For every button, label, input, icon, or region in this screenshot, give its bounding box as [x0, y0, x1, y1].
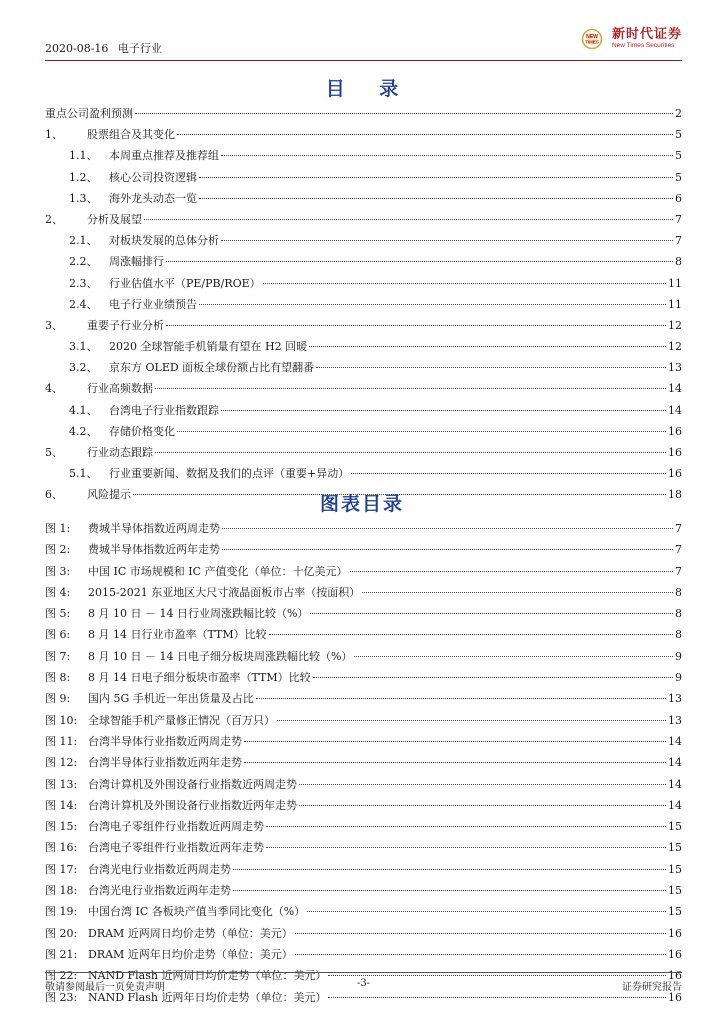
dot-leader [269, 634, 673, 635]
dot-leader [221, 155, 673, 156]
figure-entry-title: 费城半导体指数近两周走势 [88, 522, 220, 535]
figure-entry-number: 图 8: [45, 671, 71, 685]
toc-entry-title: 行业高频数据 [87, 382, 153, 396]
figure-entry[interactable] [45, 903, 682, 924]
figure-entry-page: 13 [668, 713, 682, 727]
dot-leader [155, 452, 666, 453]
figure-entry-number: 图 23: [45, 990, 78, 1004]
figure-entry-title: 费城半导体指数近两年走势 [88, 543, 220, 557]
toc-entry-number: 2、 [45, 212, 63, 226]
dot-leader [295, 933, 666, 934]
figure-entry-title: 台湾光电行业指数近两年走势 [88, 884, 231, 898]
dot-leader [233, 890, 666, 891]
figure-entry[interactable] [45, 690, 682, 711]
figure-entry-title: DRAM 近两年日均价走势（单位：美元） [88, 947, 293, 961]
toc-entry-title: 重要子行业分析 [87, 318, 164, 332]
toc-entry[interactable] [45, 253, 682, 274]
figure-entry-title: NAND Flash 近两周日均价走势（单位：美元） [88, 969, 327, 983]
figure-entry[interactable] [45, 648, 682, 669]
figure-entry-number: 图 7: [45, 649, 71, 663]
toc-entry-number: 4.2、 [69, 424, 98, 438]
figure-entry-number: 图 18: [45, 884, 78, 898]
dot-leader [244, 741, 666, 742]
figure-entry-page: 15 [668, 862, 682, 876]
figure-entry-page: 8 [675, 628, 682, 642]
toc-entry-page: 5 [675, 170, 682, 184]
table-of-contents [45, 105, 682, 508]
figure-entry-number: 图 16: [45, 841, 78, 855]
dot-leader [221, 410, 666, 411]
dot-leader [354, 656, 673, 657]
figure-entry-page: 16 [668, 969, 682, 983]
figure-entry-title: NAND Flash 近两年日均价走势（单位：美元） [88, 990, 327, 1004]
figure-entry-number: 图 12: [45, 756, 78, 770]
figure-entry-number: 图 10: [45, 713, 78, 727]
figure-entry-title: DRAM 近两周日均价走势（单位：美元） [88, 926, 293, 940]
toc-entry-number: 1、 [45, 128, 63, 142]
toc-entry-title: 周涨幅排行 [109, 255, 164, 269]
figure-entry-page: 9 [675, 671, 682, 685]
figure-entry[interactable] [45, 946, 682, 967]
figure-entry-page: 14 [668, 798, 682, 812]
toc-entry-title: 重点公司盈利预测 [45, 107, 133, 120]
toc-entry-number: 3.2、 [69, 361, 98, 375]
toc-entry[interactable] [45, 359, 682, 380]
toc-entry-number: 6、 [45, 488, 63, 502]
figure-entry-page: 9 [675, 649, 682, 663]
toc-entry-title: 行业重要新闻、数据及我们的点评（重要+异动） [109, 467, 350, 481]
figure-entry-page: 16 [668, 947, 682, 961]
figure-entry[interactable] [45, 712, 682, 733]
dot-leader [244, 762, 666, 763]
figure-entry[interactable] [45, 605, 682, 626]
toc-entry[interactable] [45, 105, 682, 126]
figure-entry-number: 图 5: [45, 607, 71, 621]
toc-entry-page: 18 [668, 488, 682, 502]
figure-entry-number: 图 11: [45, 734, 78, 748]
toc-entry-page: 5 [675, 149, 682, 163]
figure-entry-title: 台湾光电行业指数近两周走势 [88, 862, 231, 876]
toc-entry-title: 核心公司投资逻辑 [109, 170, 197, 184]
toc-entry-number: 4、 [45, 382, 63, 396]
toc-entry-page: 11 [668, 297, 682, 311]
figure-entry-title: 台湾半导体行业指数近两年走势 [88, 756, 242, 770]
toc-entry-title: 分析及展望 [87, 212, 142, 226]
toc-title: 目 录 [325, 78, 413, 100]
figure-entry-page: 7 [675, 543, 682, 557]
dot-leader [316, 367, 666, 368]
figure-entry-title: 8 月 10 日 － 14 日电子细分板块周涨跌幅比较（%） [88, 649, 353, 663]
figure-entry-number: 图 1: [45, 522, 71, 535]
page-header [45, 28, 682, 61]
toc-entry-number: 3.1、 [69, 340, 98, 354]
toc-entry-page: 5 [675, 128, 682, 142]
figure-entry-page: 7 [675, 522, 682, 535]
figure-entry-title: 国内 5G 手机近一年出货量及占比 [88, 692, 254, 706]
toc-entry-page: 12 [668, 318, 682, 332]
toc-entry-page: 2 [675, 107, 682, 120]
toc-entry[interactable] [45, 296, 682, 317]
dot-leader [166, 261, 673, 262]
toc-entry[interactable] [45, 317, 682, 338]
figure-entry-number: 图 22: [45, 969, 78, 983]
dot-leader [144, 219, 673, 220]
figure-entry-number: 图 9: [45, 692, 71, 706]
toc-entry-number: 3、 [45, 318, 63, 332]
toc-entry-number: 2.2、 [69, 255, 98, 269]
toc-entry-title: 京东方 OLED 面板全球份额占比有望翻番 [109, 361, 315, 375]
dot-leader [328, 997, 666, 998]
figure-entry-title: 全球智能手机产量修正情况（百万只） [88, 713, 275, 727]
figure-entry[interactable] [45, 797, 682, 818]
toc-entry-page: 16 [668, 467, 682, 481]
figure-entry-title: 台湾半导体行业指数近两周走势 [88, 734, 242, 748]
toc-entry-title: 2020 全球智能手机销量有望在 H2 回暖 [109, 340, 308, 354]
toc-entry-title: 行业动态跟踪 [87, 446, 153, 459]
toc-entry-page: 7 [675, 234, 682, 248]
logo-cn: 新时代证券 [611, 27, 682, 43]
figure-entry-title: 中国 IC 市场规模和 IC 产值变化（单位：十亿美元） [88, 564, 348, 578]
disclaimer-note: 敬请参阅最后一页免责声明 [45, 982, 165, 993]
figure-entry-number: 图 21: [45, 947, 78, 961]
report-type: 证券研究报告 [622, 982, 682, 993]
dot-leader [222, 549, 673, 550]
logo-text [612, 28, 682, 50]
figure-entry-number: 图 14: [45, 798, 78, 812]
dot-leader [177, 431, 666, 432]
figure-entry-page: 8 [675, 585, 682, 599]
toc-entry-title: 电子行业业绩预告 [109, 297, 197, 311]
figure-entry-page: 8 [675, 607, 682, 621]
toc-entry-title: 本周重点推荐及推荐组 [109, 149, 219, 163]
page-footer [45, 972, 682, 993]
figure-entry[interactable] [45, 839, 682, 860]
svg-text:NEW: NEW [586, 34, 598, 40]
dot-leader [221, 240, 673, 241]
figure-entry-page: 15 [668, 841, 682, 855]
toc-entry-number: 2.1、 [69, 234, 98, 248]
toc-entry-number: 5、 [45, 446, 63, 459]
toc-entry[interactable] [45, 465, 682, 486]
dot-leader [295, 954, 666, 955]
toc-entry-number: 2.4、 [69, 297, 98, 311]
figure-entry-page: 16 [668, 926, 682, 940]
figure-entry-title: 台湾电子零组件行业指数近两周走势 [88, 820, 264, 834]
logo-mark-icon [575, 28, 609, 50]
figure-entry[interactable] [45, 861, 682, 882]
figure-entry-page: 14 [668, 734, 682, 748]
figure-entry-number: 图 6: [45, 628, 71, 642]
toc-entry-title: 风险提示 [87, 488, 131, 502]
toc-entry[interactable] [45, 275, 682, 296]
figure-entry-page: 15 [668, 905, 682, 919]
figure-entry[interactable] [45, 626, 682, 647]
figure-entry-title: 8 月 14 日行业市盈率（TTM）比较 [88, 628, 267, 642]
figure-entry[interactable] [45, 563, 682, 584]
figure-entry-page: 13 [668, 692, 682, 706]
toc-entry-title: 股票组合及其变化 [87, 128, 175, 142]
dot-leader [362, 592, 673, 593]
toc-entry-page: 11 [668, 276, 682, 290]
toc-entry[interactable] [45, 423, 682, 444]
toc-entry-number: 1.3、 [69, 191, 98, 205]
figure-entry[interactable] [45, 776, 682, 797]
figure-entry-number: 图 17: [45, 862, 78, 876]
toc-entry-page: 14 [668, 382, 682, 396]
figure-entry-page: 14 [668, 756, 682, 770]
dot-leader [299, 784, 666, 785]
toc-entry[interactable] [45, 380, 682, 401]
toc-entry[interactable] [45, 232, 682, 253]
figure-entry[interactable] [45, 584, 682, 605]
logo-en: New Times Securities [611, 42, 675, 50]
dot-leader [166, 325, 666, 326]
toc-entry-number: 4.1、 [69, 403, 98, 417]
figure-entry-number: 图 20: [45, 926, 78, 940]
figure-entry-page: 14 [668, 777, 682, 791]
figure-entry-page: 7 [675, 564, 682, 578]
toc-entry-number: 1.1、 [69, 149, 98, 163]
toc-entry-page: 7 [675, 212, 682, 226]
toc-entry-number: 2.3、 [69, 276, 98, 290]
figure-entry-number: 图 2: [45, 543, 71, 557]
figure-entry-page: 15 [668, 884, 682, 898]
figure-entry-number: 图 4: [45, 585, 71, 599]
dot-leader [350, 571, 673, 572]
dot-leader [307, 911, 666, 912]
dot-leader [135, 113, 673, 114]
dot-leader [155, 388, 666, 389]
toc-entry[interactable] [45, 126, 682, 147]
dot-leader [199, 177, 673, 178]
figure-entry-title: 2015-2021 东亚地区大尺寸液晶面板市占率（按面积） [88, 585, 361, 599]
toc-entry-page: 16 [668, 446, 682, 459]
figure-entry[interactable] [45, 925, 682, 946]
figure-entry-number: 图 15: [45, 820, 78, 834]
dot-leader [310, 613, 673, 614]
toc-entry-page: 12 [668, 340, 682, 354]
toc-entry-page: 13 [668, 361, 682, 375]
figure-entry[interactable] [45, 520, 682, 541]
figure-entry-title: 中国台湾 IC 各板块产值当季同比变化（%） [88, 905, 306, 919]
dot-leader [313, 677, 673, 678]
dot-leader [233, 869, 666, 870]
figure-entry-number: 图 3: [45, 564, 71, 578]
toc-entry[interactable] [45, 190, 682, 211]
toc-entry-page: 6 [675, 191, 682, 205]
industry-label: 电子行业 [117, 42, 162, 55]
toc-entry[interactable] [45, 402, 682, 423]
svg-text:TIMES: TIMES [585, 39, 599, 45]
figure-entry[interactable] [45, 541, 682, 562]
toc-entry-page: 14 [668, 403, 682, 417]
toc-entry-number: 5.1、 [69, 467, 98, 481]
figure-entry-title: 8 月 14 日电子细分板块市盈率（TTM）比较 [88, 671, 311, 685]
figure-entry-title: 台湾电子零组件行业指数近两年走势 [88, 841, 264, 855]
toc-entry-title: 行业估值水平（PE/PB/ROE） [109, 276, 261, 290]
header-meta [45, 40, 162, 56]
figure-entry-title: 8 月 10 日 － 14 日行业周涨跌幅比较（%） [88, 607, 309, 621]
toc-entry-title: 海外龙头动态一览 [109, 191, 197, 205]
figure-entry[interactable] [45, 882, 682, 903]
dot-leader [256, 698, 666, 699]
figure-entry[interactable] [45, 733, 682, 754]
dot-leader [199, 304, 666, 305]
dot-leader [277, 720, 666, 721]
toc-entry[interactable] [45, 211, 682, 232]
dot-leader [309, 346, 666, 347]
toc-entry-title: 台湾电子行业指数跟踪 [109, 403, 219, 417]
figure-entry-page: 16 [668, 990, 682, 1004]
page-number: -3- [356, 978, 371, 989]
figure-entry-page: 15 [668, 820, 682, 834]
dot-leader [266, 847, 666, 848]
toc-entry[interactable] [45, 444, 682, 465]
dot-leader [177, 134, 673, 135]
dot-leader [266, 826, 666, 827]
figure-entry[interactable] [45, 818, 682, 839]
dot-leader [199, 198, 673, 199]
figure-entry-title: 台湾计算机及外围设备行业指数近两周走势 [88, 777, 297, 791]
figure-list [45, 520, 682, 1010]
toc-entry-title: 存储价格变化 [109, 424, 175, 438]
toc-entry[interactable] [45, 338, 682, 359]
dot-leader [222, 528, 673, 529]
toc-entry-number: 1.2、 [69, 170, 98, 184]
figure-list-title: 图表目录 [319, 493, 404, 515]
company-logo [575, 28, 682, 50]
dot-leader [299, 805, 666, 806]
toc-entry-title: 对板块发展的总体分析 [109, 234, 219, 248]
report-date: 2020-08-16 [45, 42, 109, 55]
figure-entry[interactable] [45, 754, 682, 775]
toc-entry[interactable] [45, 147, 682, 168]
toc-entry-page: 16 [668, 424, 682, 438]
dot-leader [263, 283, 666, 284]
figure-entry-title: 台湾计算机及外围设备行业指数近两年走势 [88, 798, 297, 812]
figure-entry-number: 图 13: [45, 777, 78, 791]
dot-leader [351, 473, 666, 474]
figure-entry-number: 图 19: [45, 905, 78, 919]
toc-entry[interactable] [45, 169, 682, 190]
toc-entry-page: 8 [675, 255, 682, 269]
figure-entry[interactable] [45, 669, 682, 690]
